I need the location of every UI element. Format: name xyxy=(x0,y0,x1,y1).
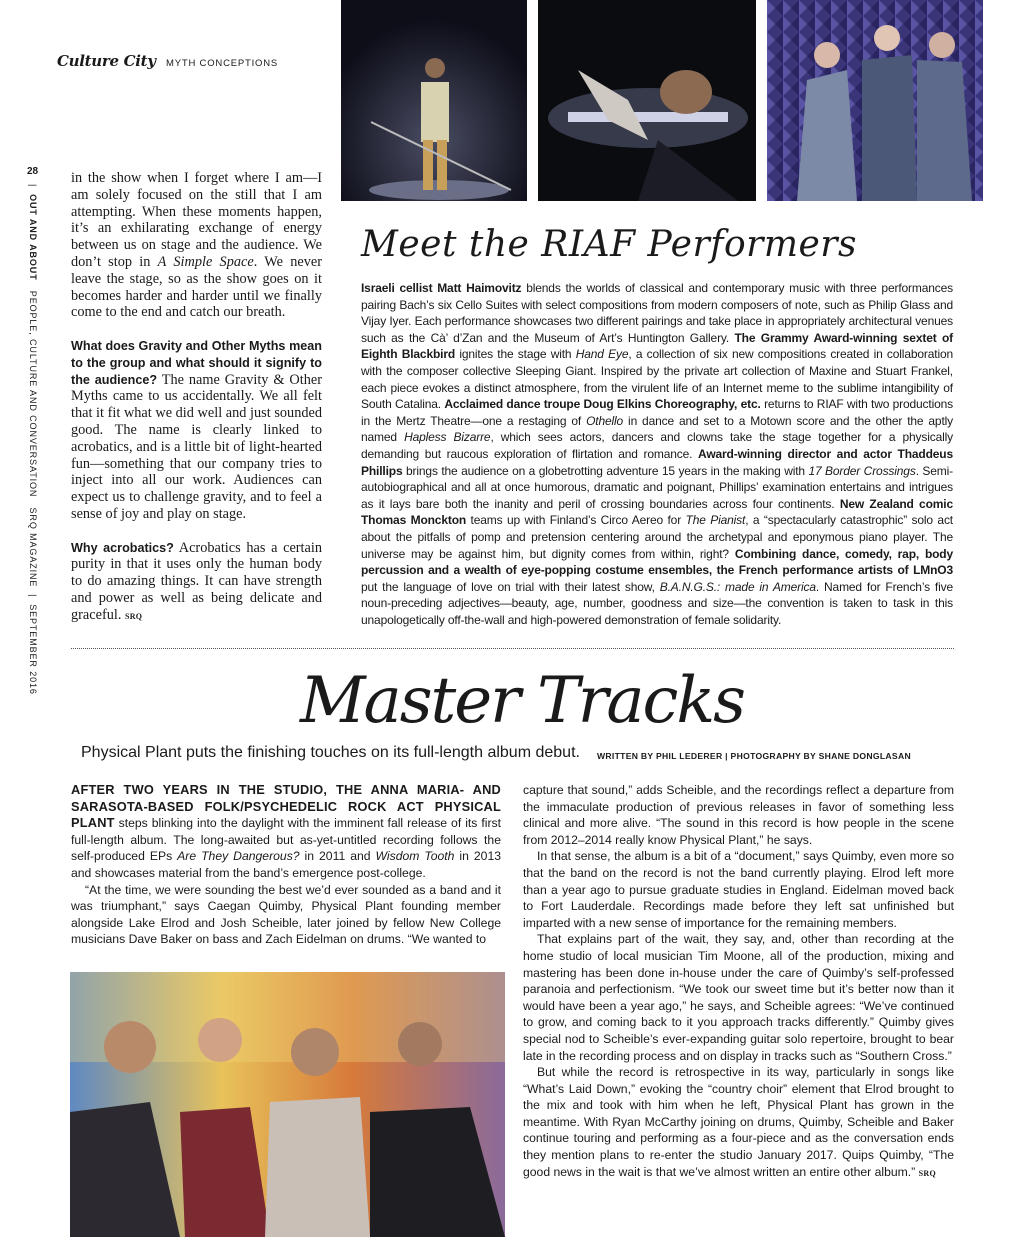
article-text: in 2013 and showcases material from the band’s emergence post-college. xyxy=(71,849,502,880)
article-lead: AFTER TWO YEARS IN THE STUDIO, THE ANNA MARIA- AND SARASOTA-BASED FOLK/PSYCHEDELIC ROCK ACT PHYSICAL PLANT xyxy=(71,782,501,831)
riaf-text: ignites the stage with xyxy=(455,347,576,362)
riaf-text: , a “spectacularly catastrophic” solo act about the pitfalls of pomp and pretension centering around the archetypal and eponymous piano player. The universe may be against him, but dignity comes from within, right? xyxy=(361,513,953,561)
show-title: A Simple Space xyxy=(157,253,254,270)
riaf-text: . Semi-autobiographical and all at once humorous, dramatic and poignant, Phillips’ examination entertains and intrigues as it lays bare both the inanity and peril of crossing boundaries across four continents. xyxy=(361,463,953,511)
photo-cellist xyxy=(341,0,527,201)
riaf-text: teams up with Finland’s Circo Aereo for xyxy=(466,513,686,528)
work-title: 17 Border Crossings xyxy=(808,463,916,478)
spine-separator: | xyxy=(28,184,38,188)
article-text: But while the record is retrospective in its way, particularly in songs like “What’s Laid Down,” evoking the “country choir” element that Elrod brought to the mix and took with him when he left, Physical Plant has grown in the meantime. With Ryan McCarthy joining on drums, Quimby, Scheible and Baker continue touring and performing as a four-piece and as the conversation ends they mention plans to re-enter the studio January 2017. Quips Quimby, “The good news in the wait is that we’ve almost written an entire other album.” xyxy=(523,1065,954,1179)
page-number: 28 xyxy=(27,166,39,177)
interview-text: . We never leave the stage, so as the show goes on it becomes harder and harder until we finally come to the end and catch our breath. xyxy=(71,253,322,321)
article-text: steps blinking into the daylight with the imminent fall release of its first full-length album. The long-awaited but as-yet-untitled recording follows the self-produced EPs xyxy=(71,816,501,864)
photo-blackbird xyxy=(538,0,756,201)
riaf-text: returns to RIAF with two productions in the Mertz Theatre—one a restaging of xyxy=(361,397,953,428)
article-subtitle: Physical Plant puts the finishing touches on its full-length album debut. xyxy=(81,744,580,761)
riaf-text: , which sees actors, dancers and clowns take the stage together for a physically demanding but raucous exploration of flirtation and romance. xyxy=(361,430,953,461)
interview-column xyxy=(71,170,322,642)
article-text: in 2011 and xyxy=(299,849,376,864)
performer-name: New Zealand comic Thomas Monckton xyxy=(361,496,953,528)
performer-name: Israeli cellist Matt Haimovitz xyxy=(361,281,522,295)
interview-text: in the show when I forget where I am—I am solely focused on the still that I am attempting. When these moments happen, it’s an exhilarating exchange of energy between us on stage and the audience. We don’t stop in xyxy=(71,170,322,270)
interview-qa xyxy=(71,540,322,626)
work-title: B.A.N.G.S.: made in America xyxy=(659,579,816,594)
article-column-2 xyxy=(523,782,954,1182)
article-paragraph: In that sense, the album is a bit of a “document,” says Quimby, even more so that the band on the record is not the band currently playing. Elrod left more than a year ago to pursue graduate studies in England. Eidelman moved back to Fort Lauderdale. Recordings made before they left sat unfinished but imparted with a new sense of importance for the remaining members. xyxy=(523,849,954,930)
end-mark: SRQ xyxy=(124,611,143,621)
brand-logo: Culture City xyxy=(57,52,156,70)
work-title: Hapless Bizarre xyxy=(404,430,491,445)
album-title: Are They Dangerous? xyxy=(177,849,300,864)
article-credit: WRITTEN BY PHIL LEDERER | PHOTOGRAPHY BY SHANE DONGLASAN xyxy=(597,751,911,761)
performer-name: The Grammy Award-winning sextet of Eighth Blackbird xyxy=(361,330,954,362)
album-title: Wisdom Tooth xyxy=(375,849,455,864)
article-paragraph: capture that sound,” adds Scheible, and the recordings reflect a departure from the immaculate production of previous releases in favor of something less clinical and more alive. “The sound in this record is how people in the scene from 2012–2014 really know Physical Plant,” he says. xyxy=(523,783,954,847)
interview-answer: The name Gravity & Other Myths came to us accidentally. We all felt that it fit what we did well and just sounded good. The name is clearly linked to acrobatics, and is a little bit of light-hearted fun—something that our company tries to inject into all our work. Audiences can expect us to challenge gravity, and to feel a sense of joy and play on stage. xyxy=(71,371,322,522)
article-paragraph xyxy=(71,782,501,882)
work-title: Othello xyxy=(586,413,624,428)
section-divider xyxy=(71,648,954,649)
spine-separator: | xyxy=(28,594,38,598)
spine-text xyxy=(28,184,38,695)
spine-tagline: PEOPLE, CULTURE AND CONVERSATION xyxy=(28,290,38,498)
performer-name: Acclaimed dance troupe Doug Elkins Choreography, etc. xyxy=(444,397,761,412)
riaf-text: . Named for French’s five noun-preceding adjectives—beauty, age, number, goodness and size—the convention is taken to task in this unapologetically off-the-wall and high-powered demonstration of female solidarity. xyxy=(361,579,953,627)
article-title: Master Tracks xyxy=(300,664,744,738)
riaf-title: Meet the RIAF Performers xyxy=(361,224,857,265)
spine-magazine: SRQ MAGAZINE xyxy=(28,507,38,588)
riaf-text: in dance and set to a Motown score and the other the aptly named xyxy=(361,413,953,445)
end-mark: SRQ xyxy=(918,1168,936,1178)
article-paragraph: “At the time, we were sounding the best we’d ever sounded as a band and it was triumphant,” says Caegan Quimby, Physical Plant founding member alongside Lake Elrod and Josh Scheible, later joined by fellow New College musicians Dave Baker on bass and Zach Eidelman on drums. “We wanted to xyxy=(71,882,501,947)
riaf-text: , a collection of six new compositions created in collaboration with the composer collective Sleeping Giant. Inspired by the private art collection of Maxine and Stuart Frankel, each piece evokes a distinct atmosphere, from the virulent life of an Internet meme to the sublime intangibility of South Catalina. xyxy=(361,347,954,412)
work-title: The Pianist xyxy=(685,513,746,528)
spine-issue: SEPTEMBER 2016 xyxy=(28,604,38,695)
article-paragraph xyxy=(523,1064,954,1182)
riaf-text: brings the audience on a globetrotting adventure 15 years in the making with xyxy=(402,463,809,478)
performer-name: Combining dance, comedy, rap, body percussion and a wealth of eye-popping costume ensembles, the French performance artists of LMnO3 xyxy=(361,546,954,578)
photo-physical-plant xyxy=(70,972,505,1237)
work-title: Hand Eye xyxy=(575,347,629,362)
spine-section: OUT AND ABOUT xyxy=(28,194,38,281)
interview-qa xyxy=(71,338,322,523)
riaf-text: put the language of love on trial with their latest show, xyxy=(361,579,660,594)
performer-name: Award-winning director and actor Thaddeus Phillips xyxy=(361,446,953,478)
article-column-1 xyxy=(71,782,501,948)
interview-paragraph xyxy=(71,170,322,321)
photo-lmno3 xyxy=(767,0,983,201)
section-label: MYTH CONCEPTIONS xyxy=(166,58,279,69)
article-paragraph: That explains part of the wait, they say, and, other than recording at the home studio of local musician Tim Moone, all of the production, mixing and mastering has been done in-house under the care of Quimby’s self-professed paranoia and perfectionism. “We took our sweet time but it’s better now than it would have been a year ago,” he says, and Scheible agrees: “We’ve continued to grow, and coming back to it you approach tracks differently.” Quimby gives special nod to Scheible’s ever-expanding guitar solo repertoire, brought to bear late in the recording process and on display in tracks such as “Southern Cross.” xyxy=(523,932,954,1063)
interview-question: What does Gravity and Other Myths mean to the group and what should it signify to the audience? xyxy=(71,338,322,387)
riaf-text: blends the worlds of classical and contemporary music with three performances pairing Bach’s six Cello Suites with select compositions from modern composers of note, such as Philip Glass and Vijay Iyer. Each performance showcases two different pairings and take place in appropriately architectural venues such as the Cà’ d’Zan and the Museum of Art’s Huntington Gallery. xyxy=(361,281,953,345)
riaf-body xyxy=(361,280,953,628)
interview-question: Why acrobatics? xyxy=(71,540,174,555)
interview-answer: Acrobatics has a certain purity in that it uses only the human body to do amazing things. It can have strength and power as well as being delicate and graceful. xyxy=(71,539,322,623)
